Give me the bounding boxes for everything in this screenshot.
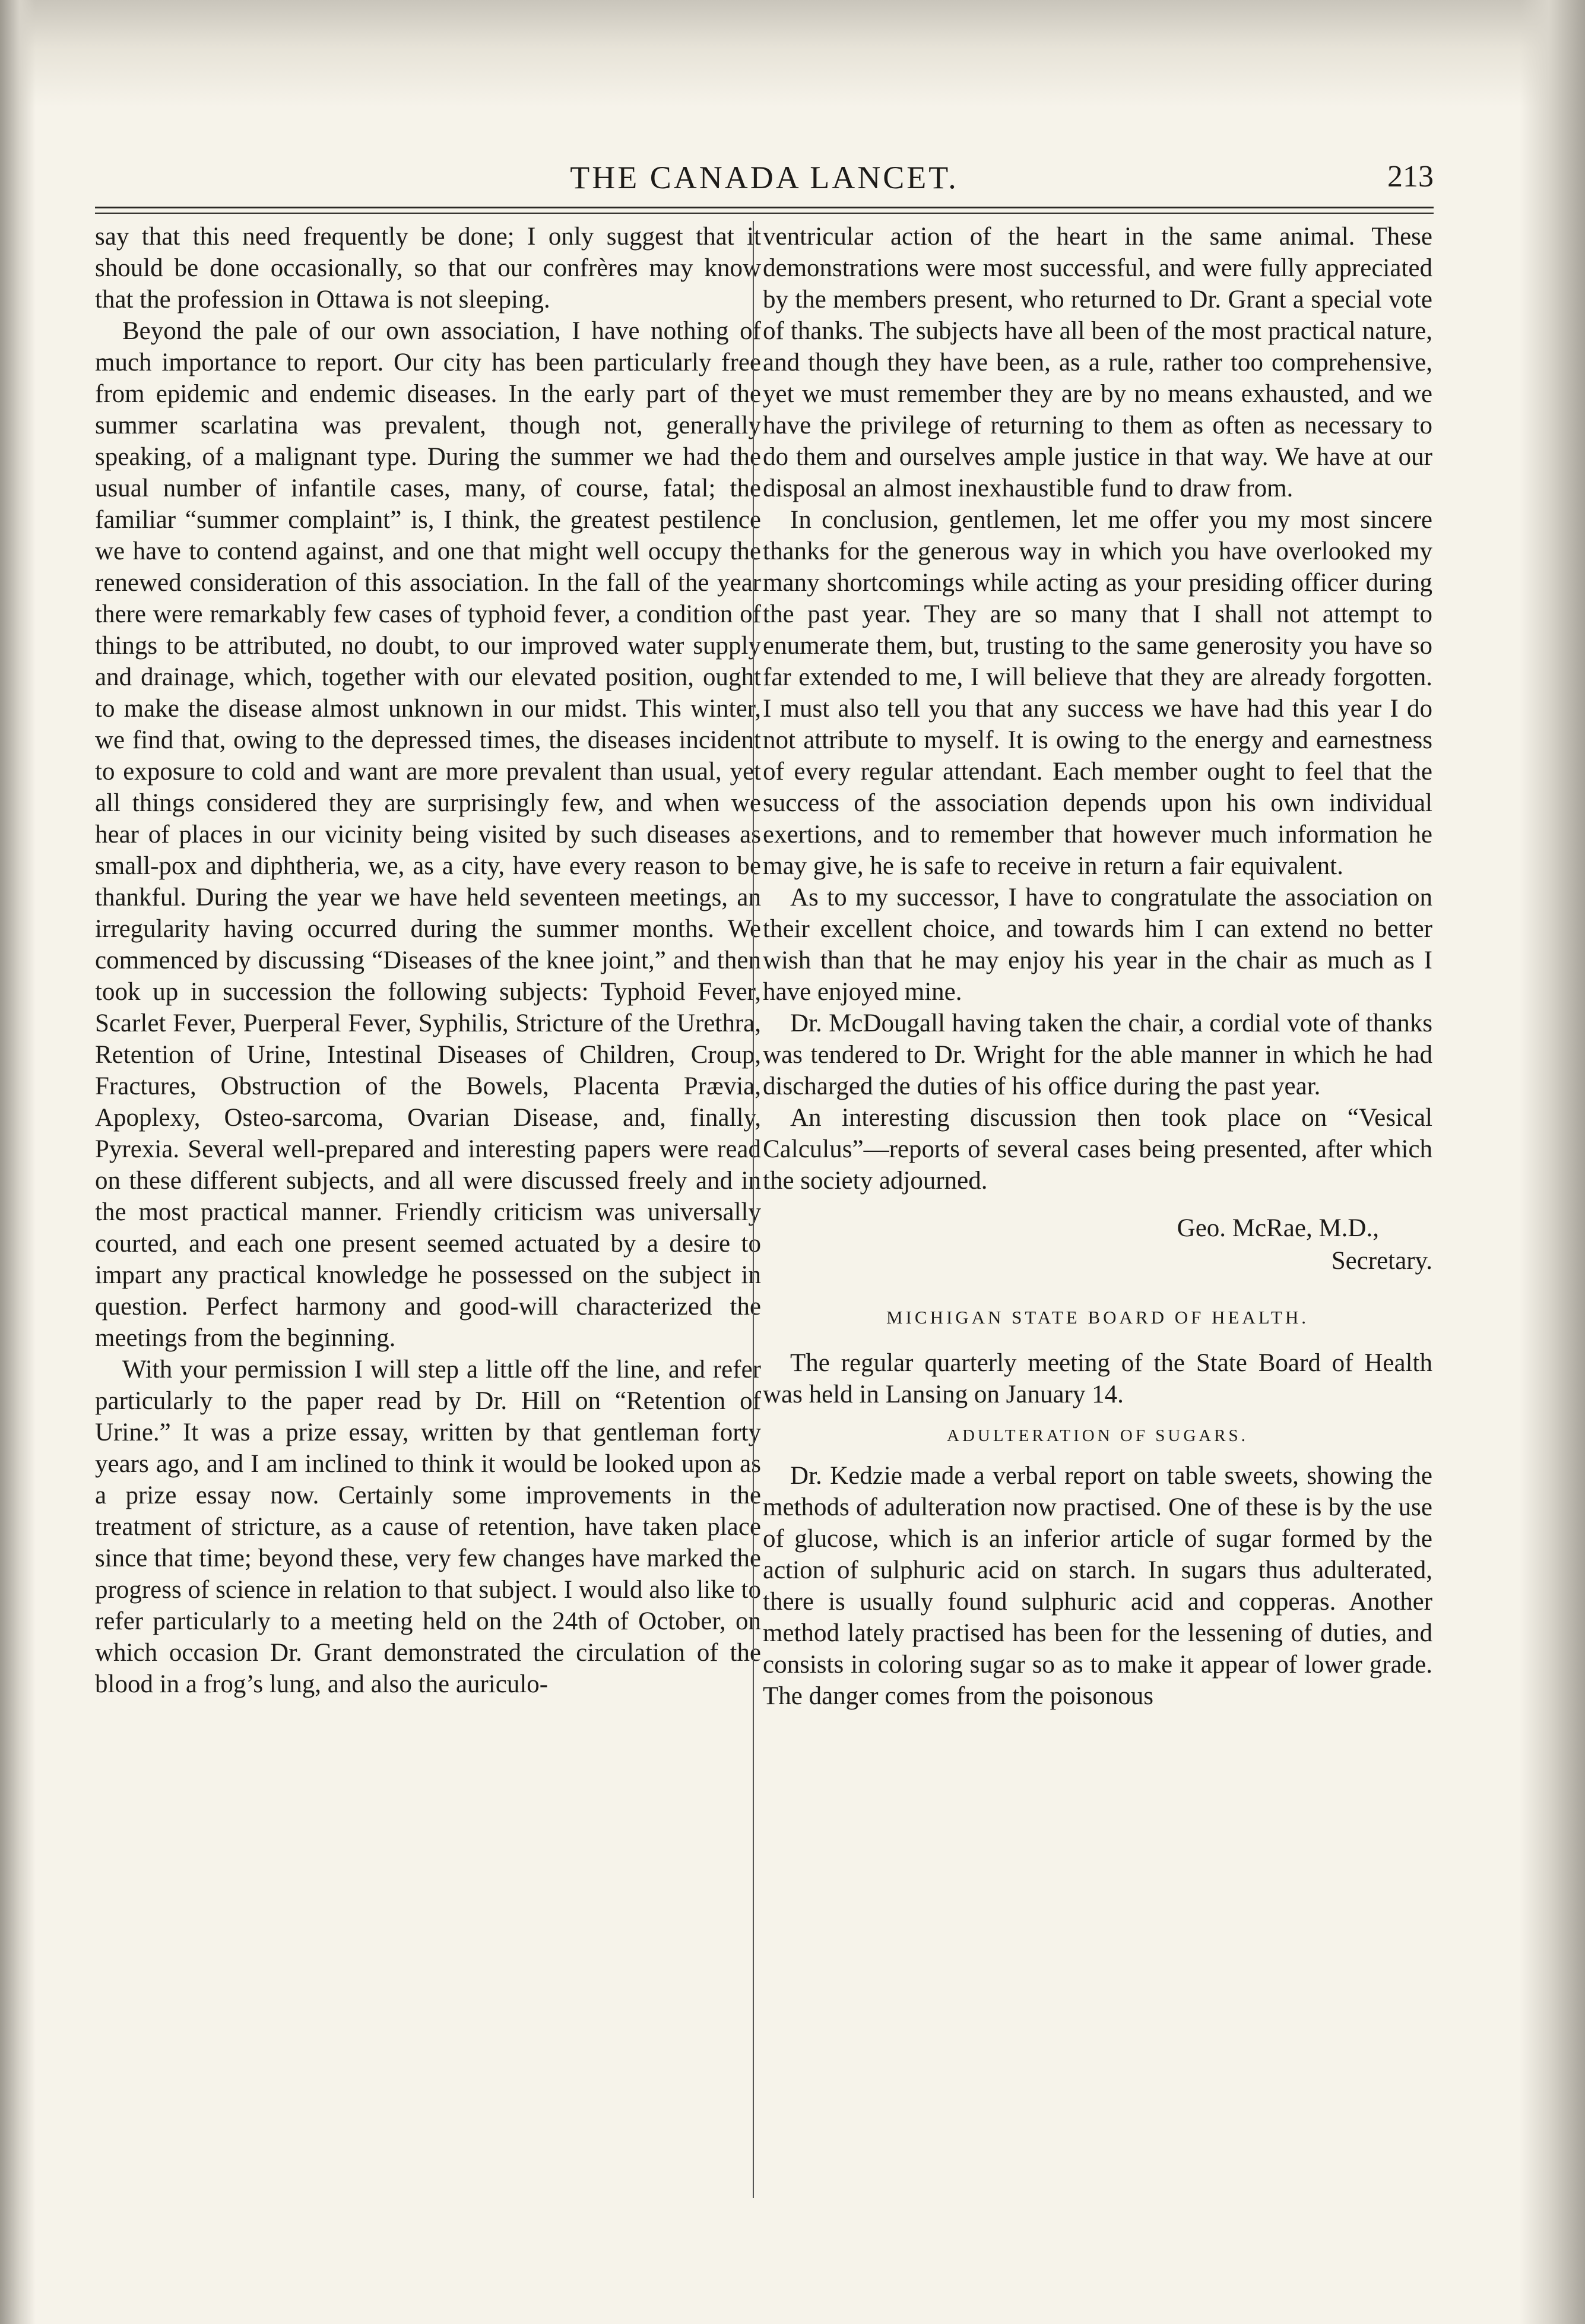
paragraph: ventricular action of the heart in the same animal. These demonstrations were most successful, and were fully appreciated by the members present, who returned to Dr. Grant a special vote of thanks. The subjects have all been of the most practical nature, and though they have been, as a rule, rather too comprehensive, yet we must remember they are by no means exhausted, and we have the privilege of returning to them as often as necessary to do them and ourselves ample justice in that way. We have at our disposal an almost inexhaustible fund to draw from. xyxy=(763,223,1432,502)
paragraph: The regular quarterly meeting of the State Board of Health was held in Lansing on January 14. xyxy=(763,1349,1432,1408)
paragraph: Dr. Kedzie made a verbal report on table sweets, showing the methods of adulteration now practised. One of these is by the use of glucose, which is an inferior article of sugar formed by the action of sulphuric acid on starch. In sugars thus adulterated, there is usually found sulphuric acid and copperas. Another method lately practised has been for the lessening of duties, and consists in coloring sugar so as to make it appear of lower grade. The danger comes from the poisonous xyxy=(763,1462,1432,1710)
page-number: 213 xyxy=(1387,160,1434,194)
scan-shadow-right xyxy=(1520,0,1585,2324)
left-column xyxy=(95,221,761,1700)
header-rule-thin xyxy=(95,213,1434,214)
signature-title: Secretary. xyxy=(1331,1247,1432,1275)
header-rule xyxy=(95,207,1434,208)
scan-shadow-left xyxy=(0,0,36,2324)
paragraph: As to my successor, I have to congratulate the association on their excellent choice, and towards him I can extend no better wish than that he may enjoy his year in the chair as much as I have enjoyed mine. xyxy=(763,884,1432,1006)
column-divider xyxy=(753,221,754,2198)
paragraph: say that this need frequently be done; I only suggest that it should be done occasionally, so that our confrères may know that the profession in Ottawa is not sleeping. xyxy=(95,223,761,314)
subsection-title: ADULTERATION OF SUGARS. xyxy=(947,1426,1248,1445)
running-title: THE CANADA LANCET. xyxy=(570,160,959,195)
paragraph: With your permission I will step a little off the line, and refer particularly to the paper read by Dr. Hill on “Retention of Urine.” It was a prize essay, written by that gentleman forty years ago, and I am inclined to think it would be looked upon as a prize essay now. Certainly some improvements in the treatment of stricture, as a cause of retention, have taken place since that time; beyond these, very few changes have marked the progress of science in relation to that subject. I would also like to refer particularly to a meeting held on the 24th of October, on which occasion Dr. Grant demonstrated the circulation of the blood in a frog’s lung, and also the auriculo- xyxy=(95,1356,761,1698)
paragraph: Dr. McDougall having taken the chair, a cordial vote of thanks was tendered to Dr. Wright for the able manner in which he had discharged the duties of his office during the past year. xyxy=(763,1009,1432,1100)
page-header xyxy=(95,159,1434,207)
section-title: MICHIGAN STATE BOARD OF HEALTH. xyxy=(886,1307,1309,1328)
paragraph: An interesting discussion then took place on “Vesical Calculus”—reports of several cases being presented, after which the society adjourned. xyxy=(763,1104,1432,1195)
paragraph: Beyond the pale of our own association, I have nothing of much importance to report. Our city has been particularly free from epidemic and endemic diseases. In the early part of the summer scarlatina was prevalent, though not, generally speaking, of a malignant type. During the summer we had the usual number of infantile cases, many, of course, fatal; the familiar “summer complaint” is, I think, the greatest pestilence we have to contend against, and one that might well occupy the renewed consideration of this association. In the fall of the year there were remarkably few cases of typhoid fever, a condition of things to be attributed, no doubt, to our improved water supply and drainage, which, together with our elevated position, ought to make the disease almost unknown in our midst. This winter, we find that, owing to the depressed times, the diseases incident to exposure to cold and want are more prevalent than usual, yet all things considered they are surprisingly few, and when we hear of places in our vicinity being visited by such diseases as small-pox and diphtheria, we, as a city, have every reason to be thankful. During the year we have held seventeen meetings, an irregularity having occurred during the summer months. We commenced by discussing “Diseases of the knee joint,” and then took up in succession the following subjects: Typhoid Fever, Scarlet Fever, Puerperal Fever, Syphilis, Stricture of the Urethra, Retention of Urine, Intestinal Diseases of Children, Croup, Fractures, Obstruction of the Bowels, Placenta Prævia, Apoplexy, Osteo-sarcoma, Ovarian Disease, and, finally, Pyrexia. Several well-prepared and interesting papers were read on these different subjects, and all were discussed freely and in the most practical manner. Friendly criticism was universally courted, and each one present seemed actuated by a desire to impart any practical knowledge he possessed on the subject in question. Perfect harmony and good-will characterized the meetings from the beginning. xyxy=(95,317,761,1352)
paragraph: In conclusion, gentlemen, let me offer you my most sincere thanks for the generous way in which you have overlooked my many shortcomings while acting as your presiding officer during the past year. They are so many that I shall not attempt to enumerate them, but, trusting to the same generosity you have so far extended to me, I will believe that they are already forgotten. I must also tell you that any success we have had this year I do not attribute to myself. It is owing to the energy and earnestness of every regular attendant. Each member ought to feel that the success of the association depends upon his own individual exertions, and to remember that however much information he may give, he is safe to receive in return a fair equivalent. xyxy=(763,506,1432,880)
signature-name: Geo. McRae, M.D., xyxy=(1177,1214,1379,1242)
right-column xyxy=(763,221,1432,1712)
signature-block xyxy=(763,1212,1432,1277)
scan-shadow-top xyxy=(0,0,1585,107)
